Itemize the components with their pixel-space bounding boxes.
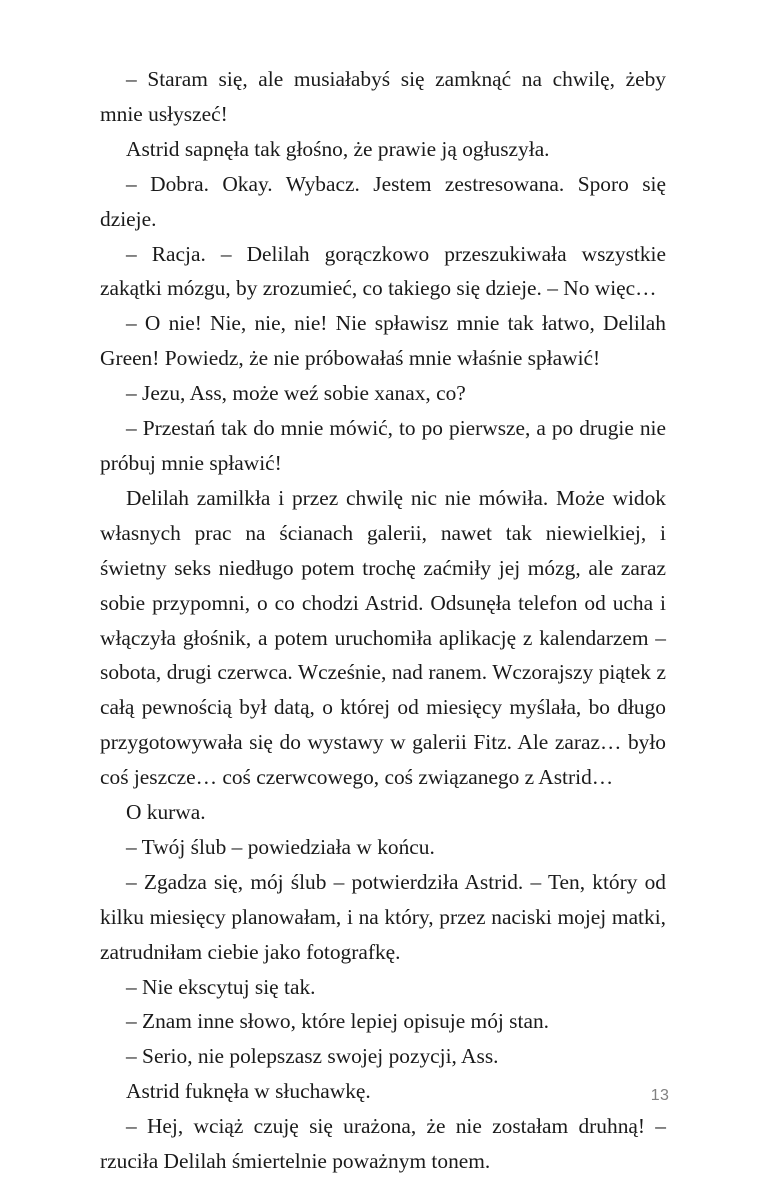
paragraph: Astrid fuknęła w słuchawkę. xyxy=(126,1079,371,1104)
page-number: 13 xyxy=(650,1087,670,1104)
paragraph: – O nie! Nie, nie, nie! Nie spławisz mnie tak łatwo, Delilah Green! Powiedz, że nie próbowałaś mnie właśnie spławić! xyxy=(100,311,666,371)
paragraph: – Staram się, ale musiałabyś się zamknąć na chwilę, żeby mnie usłyszeć! xyxy=(100,67,666,126)
paragraph: – Twój ślub – powiedziała w końcu. xyxy=(126,834,435,859)
paragraph: – Znam inne słowo, które lepiej opisuje mój stan. xyxy=(126,1009,549,1034)
paragraph: Delilah zamilkła i przez chwilę nic nie mówiła. Może widok własnych prac na ścianach galerii, nawet tak niewielkiej, i świetny seks niedługo potem trochę zaćmiły jej mózg, ale zaraz sobie przypomni, o co chodzi Astrid. Odsunęła telefon od ucha i włączyła głośnik, a potem uruchomiła aplikację z kalendarzem – sobota, drugi czerwca. Wcześnie, nad ranem. Wczorajszy piątek z całą pewnością był datą, o której od miesięcy myślała, bo długo przygotowywała się do wystawy w galerii Fitz. Ale zaraz… było coś jeszcze… coś czerwcowego, coś związanego z Astrid… xyxy=(100,485,666,790)
paragraph: – Nie ekscytuj się tak. xyxy=(126,974,316,999)
paragraph: – Hej, wciąż czuję się urażona, że nie zostałam druhną! – rzuciła Delilah śmiertelnie poważnym tonem. xyxy=(100,1114,666,1174)
paragraph: – Zgadza się, mój ślub – potwierdziła Astrid. – Ten, który od kilku miesięcy planowałam, i na który, przez naciski mojej matki, zatrudniłam ciebie jako fotografkę. xyxy=(100,869,666,964)
paragraph: – Jezu, Ass, może weź sobie xanax, co? xyxy=(126,381,466,406)
page-body-text xyxy=(100,62,666,1179)
paragraph: – Racja. – Delilah gorączkowo przeszukiwała wszystkie zakątki mózgu, by zrozumieć, co takiego się dzieje. – No więc… xyxy=(100,241,666,301)
paragraph: – Serio, nie polepszasz swojej pozycji, Ass. xyxy=(126,1044,499,1069)
paragraph: O kurwa. xyxy=(126,800,206,825)
paragraph: – Dobra. Okay. Wybacz. Jestem zestresowana. Sporo się dzieje. xyxy=(100,171,666,231)
paragraph: – Przestań tak do mnie mówić, to po pierwsze, a po drugie nie próbuj mnie spławić! xyxy=(100,416,666,475)
paragraph: Astrid sapnęła tak głośno, że prawie ją ogłuszyła. xyxy=(126,136,550,161)
